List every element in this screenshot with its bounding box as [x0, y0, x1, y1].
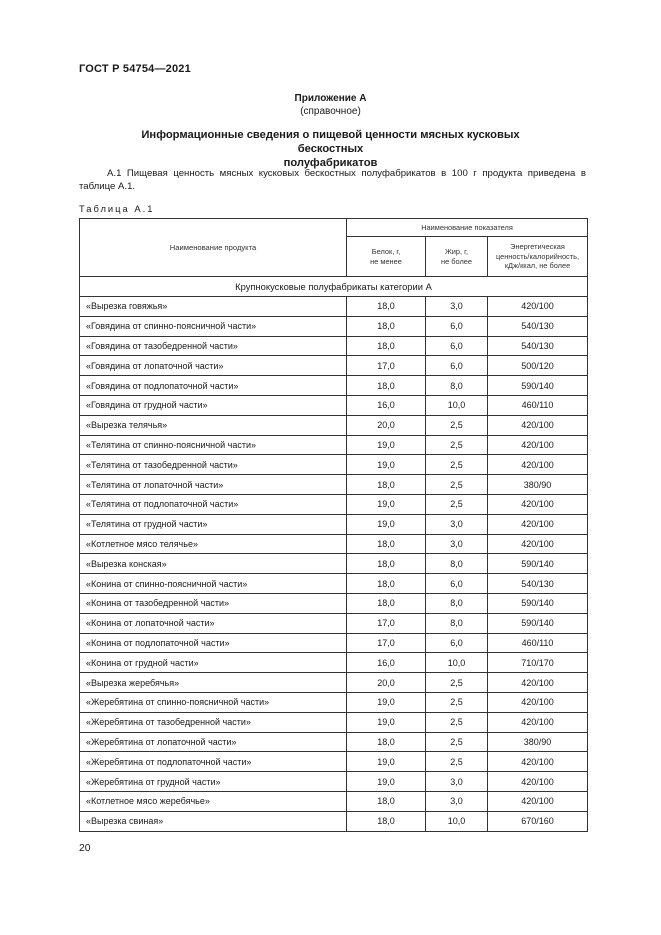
- energy-cell: 420/100: [488, 297, 588, 317]
- document-header: ГОСТ Р 54754—2021: [79, 63, 191, 75]
- protein-cell: 18,0: [347, 534, 426, 554]
- product-name-cell: «Котлетное мясо телячье»: [80, 534, 347, 554]
- section-title-line: полуфабрикатов: [283, 157, 378, 169]
- table-row: [80, 514, 588, 534]
- protein-cell: 20,0: [347, 673, 426, 693]
- table-row: [80, 336, 588, 356]
- energy-cell: 590/140: [488, 613, 588, 633]
- product-name-cell: «Конина от грудной части»: [80, 653, 347, 673]
- table-row: [80, 297, 588, 317]
- energy-cell: 420/100: [488, 435, 588, 455]
- energy-cell: 420/100: [488, 415, 588, 435]
- fat-cell: 3,0: [426, 772, 488, 792]
- header-line: Жир, г,: [444, 247, 468, 256]
- header-line: Энергетическая: [510, 242, 565, 252]
- energy-cell: 420/100: [488, 455, 588, 475]
- section-title-line: Информационные сведения о пищевой ценности мясных кусковых бескостных: [141, 129, 520, 155]
- nutrition-table: [79, 218, 588, 832]
- protein-cell: 16,0: [347, 653, 426, 673]
- fat-cell: 3,0: [426, 514, 488, 534]
- table-row: [80, 712, 588, 732]
- product-name-cell: «Говядина от лопаточной части»: [80, 356, 347, 376]
- table-row: [80, 494, 588, 514]
- protein-cell: 18,0: [347, 316, 426, 336]
- fat-cell: 2,5: [426, 692, 488, 712]
- table-row: [80, 376, 588, 396]
- product-name-cell: «Котлетное мясо жеребячье»: [80, 791, 347, 811]
- product-name-cell: «Жеребятина от лопаточной части»: [80, 732, 347, 752]
- product-name-cell: «Говядина от подлопаточной части»: [80, 376, 347, 396]
- column-header-protein: [347, 237, 426, 277]
- fat-cell: 2,5: [426, 475, 488, 495]
- fat-cell: 10,0: [426, 395, 488, 415]
- energy-cell: 380/90: [488, 475, 588, 495]
- fat-cell: 2,5: [426, 752, 488, 772]
- fat-cell: 3,0: [426, 534, 488, 554]
- product-name-cell: «Вырезка свиная»: [80, 811, 347, 831]
- protein-cell: 18,0: [347, 554, 426, 574]
- intro-paragraph: А.1 Пищевая ценность мясных кусковых бескостных полуфабрикатов в 100 г продукта приведена в таблице А.1.: [79, 168, 586, 192]
- protein-cell: 19,0: [347, 514, 426, 534]
- table-header-row: [80, 219, 588, 237]
- fat-cell: 6,0: [426, 316, 488, 336]
- protein-cell: 19,0: [347, 435, 426, 455]
- appendix-note: (справочное): [300, 106, 361, 117]
- product-name-cell: «Вырезка говяжья»: [80, 297, 347, 317]
- energy-cell: 670/160: [488, 811, 588, 831]
- energy-cell: 590/140: [488, 554, 588, 574]
- protein-cell: 18,0: [347, 574, 426, 594]
- protein-cell: 20,0: [347, 415, 426, 435]
- column-header-fat: [426, 237, 488, 277]
- product-name-cell: «Телятина от грудной части»: [80, 514, 347, 534]
- energy-cell: 500/120: [488, 356, 588, 376]
- table-row: [80, 415, 588, 435]
- energy-cell: 420/100: [488, 712, 588, 732]
- energy-cell: 420/100: [488, 514, 588, 534]
- table-row: [80, 316, 588, 336]
- table-row: [80, 752, 588, 772]
- protein-cell: 16,0: [347, 395, 426, 415]
- table-row: [80, 534, 588, 554]
- header-line: кДж/ккал, не более: [504, 261, 571, 271]
- energy-cell: 540/130: [488, 316, 588, 336]
- fat-cell: 10,0: [426, 653, 488, 673]
- protein-cell: 17,0: [347, 356, 426, 376]
- fat-cell: 2,5: [426, 732, 488, 752]
- energy-cell: 540/130: [488, 574, 588, 594]
- product-name-cell: «Телятина от подлопаточной части»: [80, 494, 347, 514]
- table-row: [80, 455, 588, 475]
- table-row: [80, 613, 588, 633]
- table-row: [80, 811, 588, 831]
- appendix-title: Приложение А: [294, 93, 367, 104]
- protein-cell: 18,0: [347, 593, 426, 613]
- table-row: [80, 574, 588, 594]
- table-row: [80, 356, 588, 376]
- protein-cell: 17,0: [347, 613, 426, 633]
- table-row: [80, 653, 588, 673]
- page-number: 20: [79, 843, 91, 854]
- protein-cell: 18,0: [347, 475, 426, 495]
- energy-cell: 590/140: [488, 593, 588, 613]
- column-header-energy: [488, 237, 588, 277]
- table-row: [80, 633, 588, 653]
- table-row: [80, 673, 588, 693]
- energy-cell: 420/100: [488, 534, 588, 554]
- table-row: [80, 732, 588, 752]
- fat-cell: 2,5: [426, 415, 488, 435]
- table-row: [80, 475, 588, 495]
- protein-cell: 19,0: [347, 752, 426, 772]
- fat-cell: 2,5: [426, 673, 488, 693]
- product-name-cell: «Говядина от спинно-поясничной части»: [80, 316, 347, 336]
- table-row: [80, 395, 588, 415]
- table-row: [80, 772, 588, 792]
- fat-cell: 6,0: [426, 336, 488, 356]
- appendix-heading: [79, 92, 582, 118]
- product-name-cell: «Телятина от тазобедренной части»: [80, 455, 347, 475]
- protein-cell: 18,0: [347, 732, 426, 752]
- table-row: [80, 554, 588, 574]
- fat-cell: 6,0: [426, 574, 488, 594]
- header-line: не более: [441, 256, 472, 266]
- product-name-cell: «Жеребятина от грудной части»: [80, 772, 347, 792]
- energy-cell: 420/100: [488, 494, 588, 514]
- table-row: [80, 435, 588, 455]
- product-name-cell: «Жеребятина от тазобедренной части»: [80, 712, 347, 732]
- column-header-product: Наименование продукта: [80, 219, 347, 277]
- fat-cell: 3,0: [426, 297, 488, 317]
- energy-cell: 590/140: [488, 376, 588, 396]
- protein-cell: 19,0: [347, 772, 426, 792]
- section-row: [80, 277, 588, 297]
- fat-cell: 6,0: [426, 633, 488, 653]
- column-header-group: Наименование показателя: [347, 219, 588, 237]
- energy-cell: 420/100: [488, 673, 588, 693]
- product-name-cell: «Говядина от грудной части»: [80, 395, 347, 415]
- product-name-cell: «Телятина от спинно-поясничной части»: [80, 435, 347, 455]
- table-label: Таблица А.1: [79, 203, 155, 214]
- protein-cell: 18,0: [347, 376, 426, 396]
- table-row: [80, 791, 588, 811]
- section-label: Крупнокусковые полуфабрикаты категории А: [80, 277, 588, 297]
- header-line: ценность/калорийность,: [495, 251, 580, 261]
- section-title: [110, 128, 551, 170]
- table-row: [80, 692, 588, 712]
- protein-cell: 19,0: [347, 494, 426, 514]
- energy-cell: 710/170: [488, 653, 588, 673]
- fat-cell: 10,0: [426, 811, 488, 831]
- energy-cell: 540/130: [488, 336, 588, 356]
- protein-cell: 19,0: [347, 692, 426, 712]
- fat-cell: 8,0: [426, 593, 488, 613]
- protein-cell: 18,0: [347, 336, 426, 356]
- energy-cell: 460/110: [488, 395, 588, 415]
- fat-cell: 3,0: [426, 791, 488, 811]
- product-name-cell: «Вырезка конская»: [80, 554, 347, 574]
- product-name-cell: «Конина от спинно-поясничной части»: [80, 574, 347, 594]
- product-name-cell: «Конина от лопаточной части»: [80, 613, 347, 633]
- product-name-cell: «Вырезка жеребячья»: [80, 673, 347, 693]
- fat-cell: 2,5: [426, 712, 488, 732]
- fat-cell: 2,5: [426, 435, 488, 455]
- product-name-cell: «Конина от подлопаточной части»: [80, 633, 347, 653]
- product-name-cell: «Жеребятина от подлопаточной части»: [80, 752, 347, 772]
- protein-cell: 19,0: [347, 455, 426, 475]
- energy-cell: 380/90: [488, 732, 588, 752]
- protein-cell: 19,0: [347, 712, 426, 732]
- product-name-cell: «Жеребятина от спинно-поясничной части»: [80, 692, 347, 712]
- fat-cell: 8,0: [426, 554, 488, 574]
- protein-cell: 17,0: [347, 633, 426, 653]
- energy-cell: 460/110: [488, 633, 588, 653]
- fat-cell: 2,5: [426, 455, 488, 475]
- product-name-cell: «Вырезка телячья»: [80, 415, 347, 435]
- fat-cell: 6,0: [426, 356, 488, 376]
- product-name-cell: «Телятина от лопаточной части»: [80, 475, 347, 495]
- header-line: не менее: [370, 256, 402, 266]
- product-name-cell: «Говядина от тазобедренной части»: [80, 336, 347, 356]
- protein-cell: 18,0: [347, 297, 426, 317]
- header-line: Белок, г,: [371, 247, 401, 256]
- energy-cell: 420/100: [488, 692, 588, 712]
- fat-cell: 2,5: [426, 494, 488, 514]
- energy-cell: 420/100: [488, 791, 588, 811]
- protein-cell: 18,0: [347, 811, 426, 831]
- energy-cell: 420/100: [488, 772, 588, 792]
- fat-cell: 8,0: [426, 613, 488, 633]
- table-row: [80, 593, 588, 613]
- protein-cell: 18,0: [347, 791, 426, 811]
- energy-cell: 420/100: [488, 752, 588, 772]
- fat-cell: 8,0: [426, 376, 488, 396]
- product-name-cell: «Конина от тазобедренной части»: [80, 593, 347, 613]
